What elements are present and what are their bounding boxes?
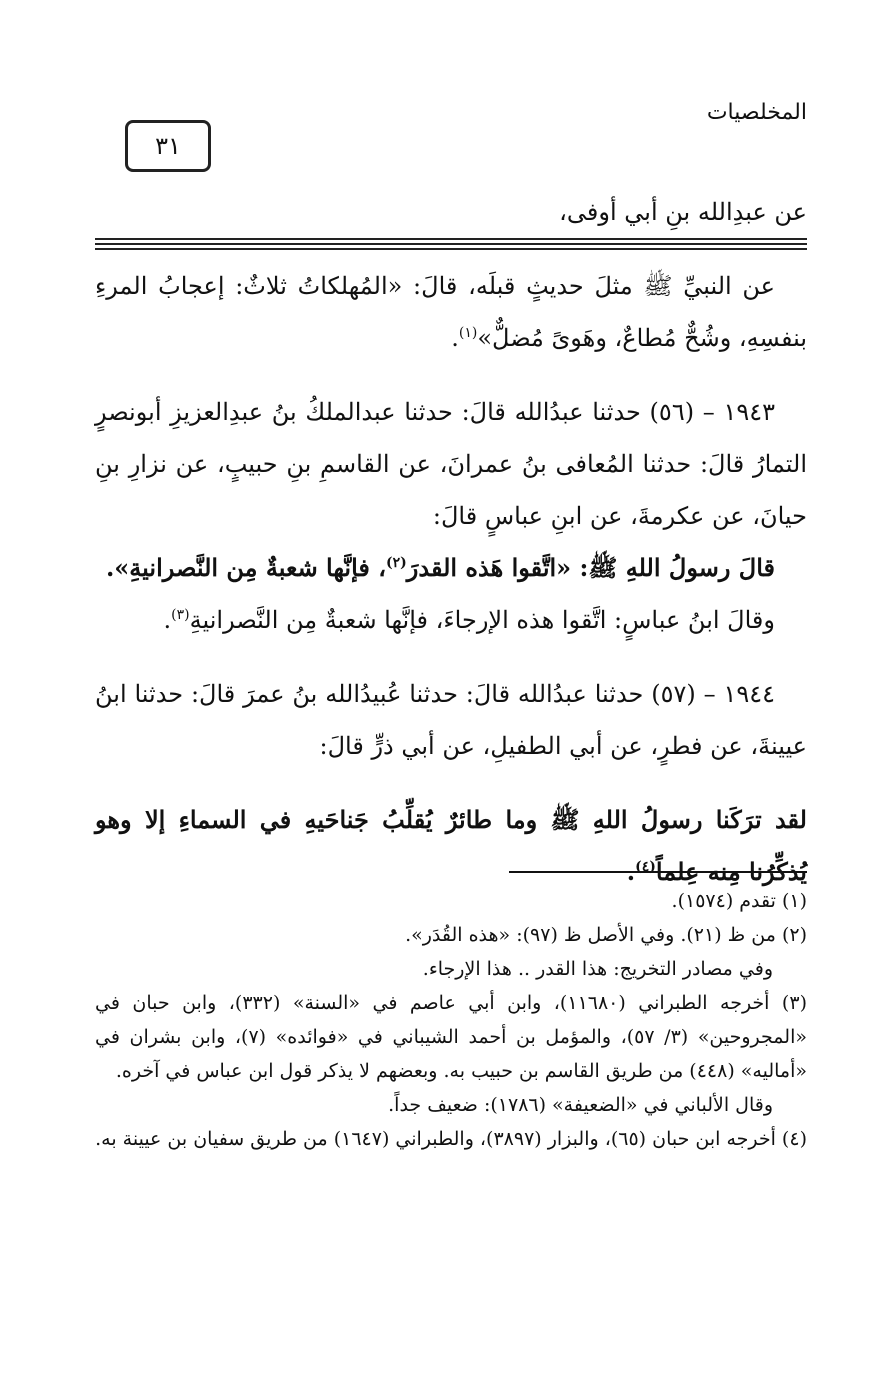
paragraph-text: لقد ترَكَنا رسولُ اللهِ ﷺ وما طائرٌ يُقلِّبُ جَناحَيهِ في السماءِ إلا وهو يُذكِّرُنا مِنه عِلماً <box>95 805 807 886</box>
footnote-marker: (٢) <box>385 555 407 571</box>
paragraph-text: قالَ رسولُ اللهِ ﷺ: «اتَّقوا هَذه القدرَ <box>406 553 775 582</box>
paragraph-text: عن عبدِالله بنِ أبي أوفى، <box>559 198 807 226</box>
paragraph <box>95 186 807 238</box>
paragraph-tail: . <box>626 857 636 886</box>
footnote: (٣) أخرجه الطبراني (١١٦٨٠)، وابن أبي عاصم في «السنة» (٣٣٢)، وابن حبان في «المجروحين» (٣/ ٥٧)، والمؤمل بن أحمد الشيباني في «فوائده» (٧)، وابن بشران في «أماليه» (٤٤٨) من طريق القاسم بن حبيب به. وبعضهم لا يذكر قول ابن عباس في آخره. <box>95 992 807 1082</box>
paragraph-text: عن النبيِّ ﷺ مثلَ حديثٍ قبلَه، قالَ: «المُهلكاتُ ثلاثٌ: إعجابُ المرءِ بنفسِهِ، وشُحٌّ مُطاعٌ، وهَوىً مُضلٌّ» <box>95 272 807 352</box>
footnote: وفي مصادر التخريج: هذا القدر .. هذا الإرجاء. <box>422 958 773 980</box>
footnotes <box>95 884 807 1156</box>
page-number: ٣١ <box>155 132 181 160</box>
footnote: (١) تقدم (١٥٧٤). <box>671 890 807 912</box>
main-text <box>95 186 807 898</box>
paragraph-tail: . <box>451 324 459 352</box>
book-title: المخلصيات <box>706 100 807 125</box>
paragraph <box>95 260 807 364</box>
page-header <box>95 100 807 172</box>
footnote-marker: (٣) <box>171 607 190 623</box>
footnote-marker: (٤) <box>635 859 656 875</box>
paragraph-text: ١٩٤٤ – (٥٧) حدثنا عبدُالله قالَ: حدثنا عُبيدُالله بنُ عمرَ قالَ: حدثنا ابنُ عيينةَ، عن فطرٍ، عن أبي الطفيلِ، عن أبي ذرٍّ قالَ: <box>95 680 807 760</box>
paragraph-tail: . <box>163 606 172 634</box>
footnote: (٤) أخرجه ابن حبان (٦٥)، والبزار (٣٨٩٧)، والطبراني (١٦٤٧) من طريق سفيان بن عيينة به. <box>95 1128 807 1150</box>
footnote: وقال الألباني في «الضعيفة» (١٧٨٦): ضعيف جداً. <box>388 1094 773 1116</box>
paragraph <box>95 542 807 594</box>
footnote: (٢) من ظ (٢١). وفي الأصل ظ (٩٧): «هذه القُدَر». <box>405 924 807 946</box>
paragraph-text: ١٩٤٣ – (٥٦) حدثنا عبدُالله قالَ: حدثنا عبدالملكُ بنُ عبدِالعزيزِ أبونصرٍ التمارُ قالَ: حدثنا المُعافى بنُ عمرانَ، عن القاسمِ بنِ حبيبٍ، عن نزارِ بنِ حيانَ، عن عكرمةَ، عن ابنِ عباسٍ قالَ: <box>95 398 807 530</box>
paragraph <box>95 794 807 898</box>
paragraph <box>95 594 807 646</box>
paragraph <box>95 668 807 772</box>
footnote-marker: (١) <box>458 325 478 341</box>
paragraph <box>95 386 807 542</box>
paragraph-text: وقالَ ابنُ عباسٍ: اتَّقوا هذه الإرجاءَ، فإنَّها شعبةٌ مِن النَّصرانيةِ <box>189 606 775 634</box>
paragraph-tail: ، فإنَّها شعبةٌ مِن النَّصرانيةِ». <box>105 553 386 582</box>
footnote-separator <box>509 871 807 873</box>
page-number-box <box>125 120 211 172</box>
